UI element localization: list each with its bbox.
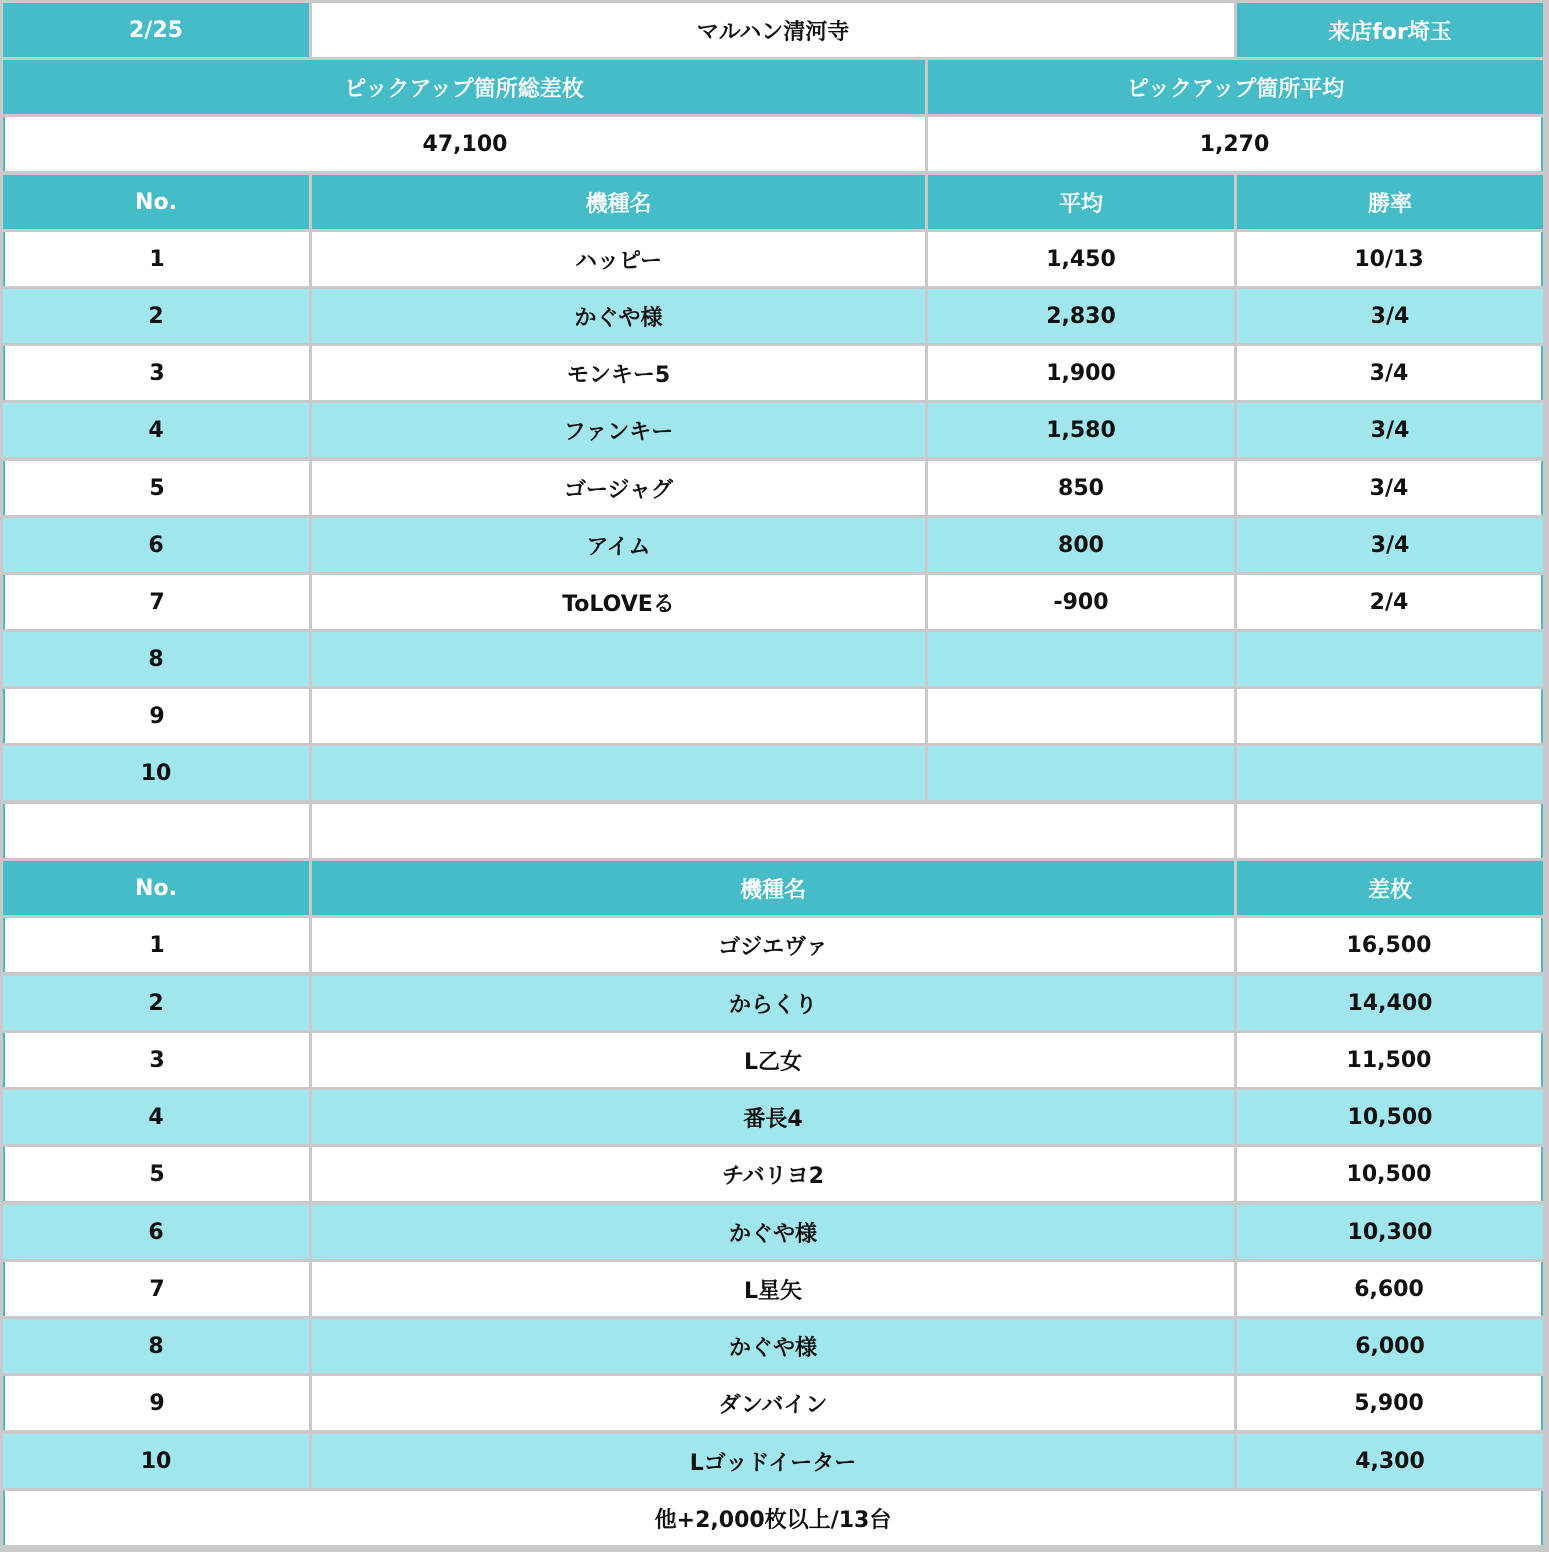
table-row [0, 629, 1549, 686]
table-row [0, 1030, 1549, 1087]
machine-name: かぐや様 [312, 1319, 1234, 1373]
table-row [0, 1316, 1549, 1373]
average-value: 800 [928, 518, 1234, 572]
machine-name: L乙女 [312, 1033, 1234, 1087]
table-row [0, 343, 1549, 400]
win-rate: 10/13 [1237, 232, 1543, 286]
diff-value: 10,500 [1237, 1090, 1543, 1144]
row-number: 3 [3, 1033, 309, 1087]
average-value [928, 746, 1234, 800]
table-row [0, 458, 1549, 515]
row-number: 9 [3, 1376, 309, 1430]
summary-header-row [0, 57, 1549, 114]
win-rate [1237, 632, 1543, 686]
diff-value: 11,500 [1237, 1033, 1543, 1087]
col-win-rate: 勝率 [1237, 175, 1543, 229]
win-rate: 3/4 [1237, 461, 1543, 515]
table-row [0, 515, 1549, 572]
spacer-row [0, 801, 1549, 858]
table-row [0, 572, 1549, 629]
row-number: 8 [3, 632, 309, 686]
total-diff-label: ピックアップ箇所総差枚 [3, 60, 925, 114]
average-value: 1,450 [928, 232, 1234, 286]
table-row [0, 1373, 1549, 1430]
total-diff-value: 47,100 [3, 117, 925, 171]
table-row [0, 1259, 1549, 1316]
row-number: 5 [3, 461, 309, 515]
diff-value: 10,500 [1237, 1147, 1543, 1201]
footer-row [0, 1488, 1549, 1545]
machine-name: ダンバイン [312, 1376, 1234, 1430]
machine-name: ファンキー [312, 403, 925, 457]
win-rate: 2/4 [1237, 575, 1543, 629]
row-number: 6 [3, 1205, 309, 1259]
row-number: 2 [3, 289, 309, 343]
ranking-table-header [0, 858, 1549, 915]
machine-name: ToLOVEる [312, 575, 925, 629]
average-value: 1,900 [928, 346, 1234, 400]
machine-name: ゴジエヴァ [312, 918, 1234, 972]
table-row [0, 915, 1549, 972]
machine-name: 番長4 [312, 1090, 1234, 1144]
diff-value: 5,900 [1237, 1376, 1543, 1430]
empty-cell [312, 804, 1234, 858]
table-row [0, 400, 1549, 457]
machine-name: ハッピー [312, 232, 925, 286]
row-number: 5 [3, 1147, 309, 1201]
diff-value: 4,300 [1237, 1434, 1543, 1488]
empty-cell [3, 804, 309, 858]
average-value: 1,270 [928, 117, 1543, 171]
empty-cell [1237, 804, 1543, 858]
average-value: 2,830 [928, 289, 1234, 343]
machine-name: からくり [312, 976, 1234, 1030]
diff-value: 6,600 [1237, 1262, 1543, 1316]
machine-name: Lゴッドイーター [312, 1434, 1234, 1488]
col-diff: 差枚 [1237, 861, 1543, 915]
machine-name: ゴージャグ [312, 461, 925, 515]
row-number: 3 [3, 346, 309, 400]
diff-value: 6,000 [1237, 1319, 1543, 1373]
event-cell: 来店for埼玉 [1237, 3, 1543, 57]
table-row [0, 686, 1549, 743]
pickup-table-header [0, 172, 1549, 229]
machine-name: アイム [312, 518, 925, 572]
machine-name [312, 746, 925, 800]
diff-value: 16,500 [1237, 918, 1543, 972]
row-number: 1 [3, 918, 309, 972]
row-number: 4 [3, 403, 309, 457]
col-machine-name: 機種名 [312, 861, 1234, 915]
title-row [0, 0, 1549, 57]
row-number: 1 [3, 232, 309, 286]
summary-value-row [0, 114, 1549, 171]
table-row [0, 1087, 1549, 1144]
table-row [0, 229, 1549, 286]
table-row [0, 1144, 1549, 1201]
col-no: No. [3, 861, 309, 915]
table-row [0, 743, 1549, 800]
diff-value: 10,300 [1237, 1205, 1543, 1259]
col-no: No. [3, 175, 309, 229]
average-value [928, 632, 1234, 686]
machine-name: モンキー5 [312, 346, 925, 400]
row-number: 10 [3, 746, 309, 800]
row-number: 9 [3, 689, 309, 743]
machine-name [312, 689, 925, 743]
win-rate: 3/4 [1237, 346, 1543, 400]
machine-name: かぐや様 [312, 289, 925, 343]
row-number: 7 [3, 1262, 309, 1316]
win-rate [1237, 746, 1543, 800]
row-number: 6 [3, 518, 309, 572]
machine-name [312, 632, 925, 686]
col-machine-name: 機種名 [312, 175, 925, 229]
row-number: 8 [3, 1319, 309, 1373]
win-rate: 3/4 [1237, 518, 1543, 572]
machine-name: チバリヨ2 [312, 1147, 1234, 1201]
table-row [0, 973, 1549, 1030]
average-value [928, 689, 1234, 743]
store-name-cell: マルハン清河寺 [312, 3, 1234, 57]
table-row [0, 1431, 1549, 1488]
table-row [0, 1202, 1549, 1259]
row-number: 4 [3, 1090, 309, 1144]
win-rate: 3/4 [1237, 403, 1543, 457]
row-number: 7 [3, 575, 309, 629]
footer-note: 他+2,000枚以上/13台 [3, 1491, 1543, 1545]
machine-name: かぐや様 [312, 1205, 1234, 1259]
average-label: ピックアップ箇所平均 [928, 60, 1543, 114]
win-rate: 3/4 [1237, 289, 1543, 343]
average-value: -900 [928, 575, 1234, 629]
win-rate [1237, 689, 1543, 743]
table-row [0, 286, 1549, 343]
row-number: 10 [3, 1434, 309, 1488]
average-value: 850 [928, 461, 1234, 515]
average-value: 1,580 [928, 403, 1234, 457]
col-average: 平均 [928, 175, 1234, 229]
row-number: 2 [3, 976, 309, 1030]
date-cell: 2/25 [3, 3, 309, 57]
machine-name: L星矢 [312, 1262, 1234, 1316]
diff-value: 14,400 [1237, 976, 1543, 1030]
